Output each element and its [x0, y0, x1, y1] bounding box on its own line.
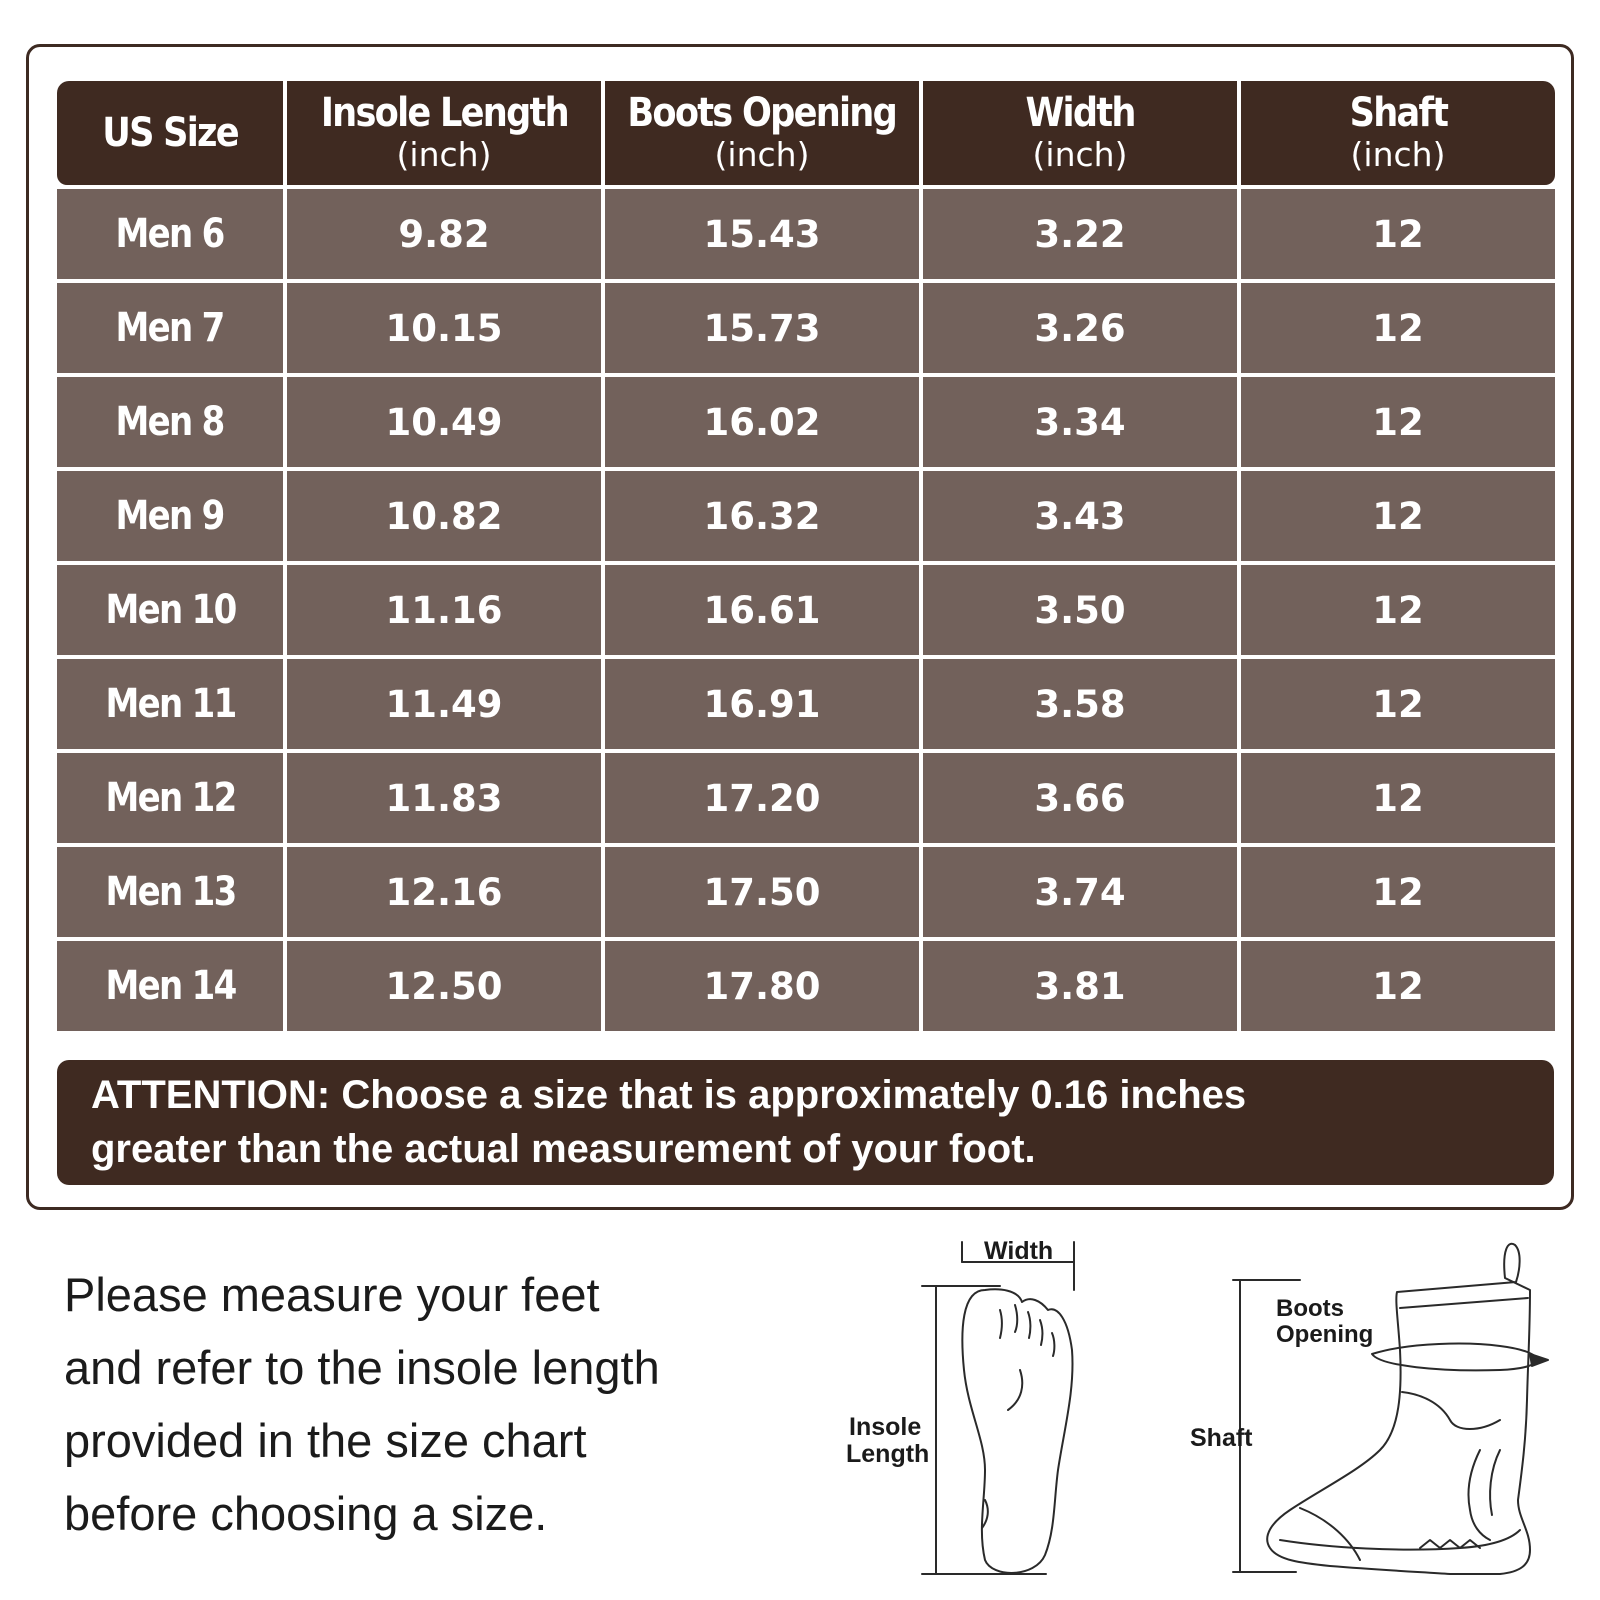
instruction-line: provided in the size chart [64, 1414, 587, 1467]
shaft-cell: 12 [1241, 565, 1555, 655]
shaft-cell: 12 [1241, 847, 1555, 937]
instruction-line: and refer to the insole length [64, 1341, 660, 1394]
insole-length-cell: 11.16 [287, 565, 601, 655]
header-name: Shaft [1349, 90, 1447, 136]
insole-length-cell: 10.82 [287, 471, 601, 561]
size-label: Men 6 [115, 211, 225, 257]
header-name: Width [1025, 90, 1135, 136]
width-cell: 3.81 [923, 941, 1237, 1031]
insole-length-bracket [922, 1286, 1046, 1574]
width-cell: 3.74 [923, 847, 1237, 937]
size-label: Men 9 [115, 493, 225, 539]
size-label: Men 10 [104, 587, 236, 633]
insole-length-cell: 10.49 [287, 377, 601, 467]
width-cell: 3.34 [923, 377, 1237, 467]
shaft-label: Shaft [1190, 1424, 1253, 1452]
size-label: Men 12 [104, 775, 236, 821]
insole-label-line-2: Length [846, 1440, 930, 1468]
shaft-cell: 12 [1241, 471, 1555, 561]
width-cell: 3.58 [923, 659, 1237, 749]
size-label: Men 13 [104, 869, 236, 915]
header-name: US Size [102, 110, 238, 156]
width-cell: 3.43 [923, 471, 1237, 561]
header-name: Insole Length [320, 90, 568, 136]
boot-outline [1267, 1244, 1530, 1574]
insole-length-cell: 11.49 [287, 659, 601, 749]
toe-lines [1000, 1305, 1054, 1356]
foot-sole-outline [962, 1289, 1072, 1573]
width-cell: 3.50 [923, 565, 1237, 655]
shaft-cell: 12 [1241, 189, 1555, 279]
attention-line-1: ATTENTION: Choose a size that is approximately 0.16 inches [91, 1073, 1247, 1117]
boots-opening-cell: 17.20 [605, 753, 919, 843]
boots-opening-cell: 17.80 [605, 941, 919, 1031]
header-unit: (inch) [1032, 135, 1128, 174]
size-label: Men 11 [104, 681, 236, 727]
boots-opening-label-line-1: Boots [1276, 1295, 1344, 1322]
shaft-cell: 12 [1241, 377, 1555, 467]
boots-opening-cell: 15.43 [605, 189, 919, 279]
boots-opening-cell: 16.02 [605, 377, 919, 467]
size-label: Men 14 [104, 963, 236, 1009]
boots-opening-ring [1372, 1344, 1537, 1371]
insole-length-cell: 12.50 [287, 941, 601, 1031]
size-label: Men 7 [115, 305, 225, 351]
boots-opening-cell: 17.50 [605, 847, 919, 937]
boots-opening-cell: 15.73 [605, 283, 919, 373]
header-unit: (inch) [714, 135, 810, 174]
insole-length-cell: 11.83 [287, 753, 601, 843]
arch-line [1008, 1370, 1022, 1410]
width-cell: 3.22 [923, 189, 1237, 279]
boots-opening-cell: 16.91 [605, 659, 919, 749]
header-unit: (inch) [1350, 135, 1446, 174]
boots-opening-cell: 16.61 [605, 565, 919, 655]
insole-length-cell: 10.15 [287, 283, 601, 373]
insole-length-cell: 12.16 [287, 847, 601, 937]
attention-line-2: greater than the actual measurement of your foot. [91, 1127, 1036, 1171]
insole-label-line-1: Insole [849, 1413, 922, 1441]
foot-width-label: Width [984, 1237, 1054, 1265]
shaft-cell: 12 [1241, 753, 1555, 843]
header-name: Boots Opening [627, 90, 897, 136]
instruction-line: Please measure your feet [64, 1268, 600, 1321]
shaft-cell: 12 [1241, 283, 1555, 373]
instruction-line: before choosing a size. [64, 1487, 548, 1540]
boots-opening-cell: 16.32 [605, 471, 919, 561]
boots-opening-label-line-2: Opening [1276, 1321, 1374, 1348]
shaft-cell: 12 [1241, 941, 1555, 1031]
width-cell: 3.66 [923, 753, 1237, 843]
size-label: Men 8 [115, 399, 225, 445]
width-cell: 3.26 [923, 283, 1237, 373]
header-unit: (inch) [396, 135, 492, 174]
insole-length-cell: 9.82 [287, 189, 601, 279]
shaft-cell: 12 [1241, 659, 1555, 749]
